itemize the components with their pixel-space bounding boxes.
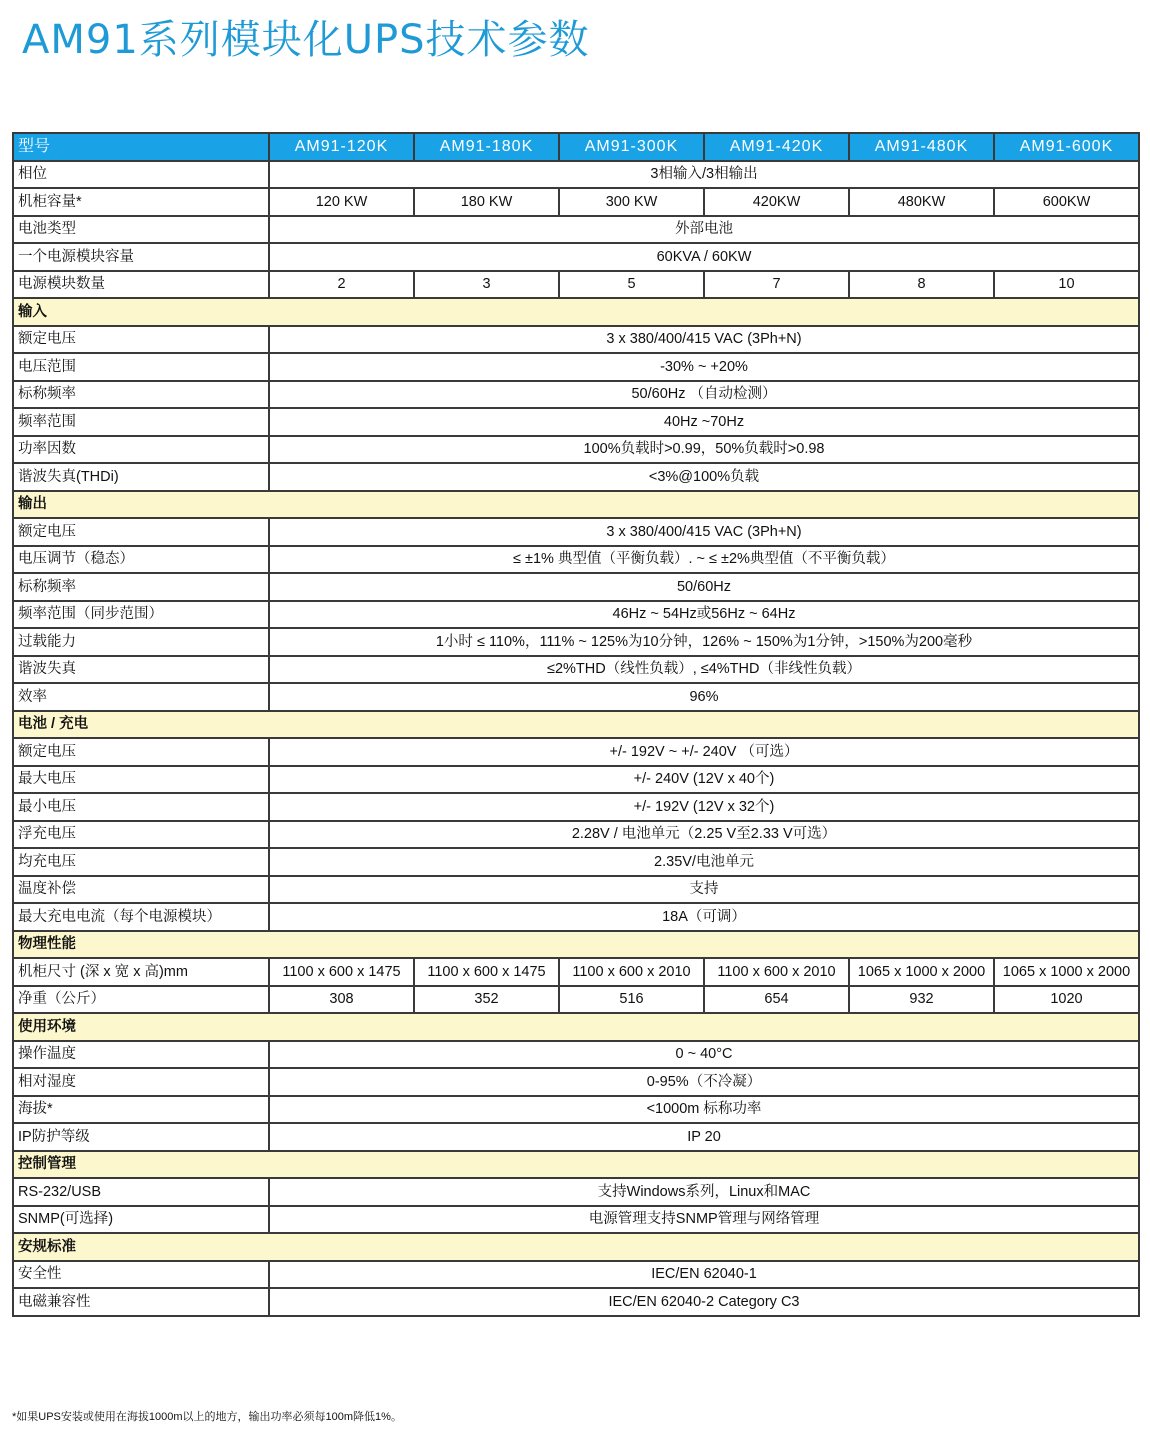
row-value: 1065 x 1000 x 2000 (849, 958, 994, 986)
row-value: 外部电池 (269, 216, 1139, 244)
section-title: 输出 (13, 491, 1139, 519)
row-value: ≤ ±1% 典型值（平衡负载）. ~ ≤ ±2%典型值（不平衡负载） (269, 546, 1139, 574)
row-value: 50/60Hz (269, 573, 1139, 601)
row-value: 3 (414, 271, 559, 299)
table-row (13, 1096, 1139, 1124)
row-label: 额定电压 (13, 326, 269, 354)
row-value: <1000m 标称功率 (269, 1096, 1139, 1124)
section-header-output (13, 491, 1139, 519)
row-label: 标称频率 (13, 573, 269, 601)
table-row (13, 1123, 1139, 1151)
table-row (13, 793, 1139, 821)
row-label: 标称频率 (13, 381, 269, 409)
section-title: 控制管理 (13, 1151, 1139, 1179)
row-value: 8 (849, 271, 994, 299)
table-row (13, 601, 1139, 629)
table-row (13, 518, 1139, 546)
table-row (13, 188, 1139, 216)
row-label: 电磁兼容性 (13, 1288, 269, 1316)
row-label: 谐波失真 (13, 656, 269, 684)
row-label: RS-232/USB (13, 1178, 269, 1206)
row-value: 3相输入/3相输出 (269, 161, 1139, 189)
section-title: 使用环境 (13, 1013, 1139, 1041)
row-value: 100%负载时>0.99，50%负载时>0.98 (269, 436, 1139, 464)
table-row (13, 848, 1139, 876)
row-value: ≤2%THD（线性负载）, ≤4%THD（非线性负载） (269, 656, 1139, 684)
row-value: 352 (414, 986, 559, 1014)
row-value: IP 20 (269, 1123, 1139, 1151)
table-row (13, 216, 1139, 244)
table-row (13, 738, 1139, 766)
row-label: SNMP(可选择) (13, 1206, 269, 1234)
table-row (13, 381, 1139, 409)
row-value: 3 x 380/400/415 VAC (3Ph+N) (269, 518, 1139, 546)
table-row (13, 1041, 1139, 1069)
table-row (13, 408, 1139, 436)
table-row (13, 436, 1139, 464)
row-label: 海拔* (13, 1096, 269, 1124)
row-value: 1065 x 1000 x 2000 (994, 958, 1139, 986)
row-label: 均充电压 (13, 848, 269, 876)
row-label: 相位 (13, 161, 269, 189)
row-value: 600KW (994, 188, 1139, 216)
row-label: 额定电压 (13, 738, 269, 766)
table-row (13, 463, 1139, 491)
row-value: 7 (704, 271, 849, 299)
row-label: 谐波失真(THDi) (13, 463, 269, 491)
table-row (13, 573, 1139, 601)
row-value: +/- 192V (12V x 32个) (269, 793, 1139, 821)
section-header-environment (13, 1013, 1139, 1041)
row-value: 516 (559, 986, 704, 1014)
section-header-battery (13, 711, 1139, 739)
row-value: 1020 (994, 986, 1139, 1014)
row-value: 300 KW (559, 188, 704, 216)
row-value: 120 KW (269, 188, 414, 216)
table-row (13, 1288, 1139, 1316)
table-row (13, 326, 1139, 354)
table-row (13, 958, 1139, 986)
model-header: AM91-300K (559, 133, 704, 161)
table-row (13, 243, 1139, 271)
table-row (13, 161, 1139, 189)
row-value: 50/60Hz （自动检测） (269, 381, 1139, 409)
model-header: AM91-480K (849, 133, 994, 161)
row-label: 最大电压 (13, 766, 269, 794)
section-header-input (13, 298, 1139, 326)
row-label: 频率范围 (13, 408, 269, 436)
row-value: 96% (269, 683, 1139, 711)
table-row (13, 1206, 1139, 1234)
footnote: *如果UPS安装或使用在海拔1000m以上的地方，输出功率必须每100m降低1%。 (12, 1411, 402, 1423)
row-label: 温度补偿 (13, 876, 269, 904)
row-label: 一个电源模块容量 (13, 243, 269, 271)
section-header-control (13, 1151, 1139, 1179)
row-label: 额定电压 (13, 518, 269, 546)
header-label: 型号 (13, 133, 269, 161)
table-row (13, 876, 1139, 904)
row-value: 0-95%（不冷凝） (269, 1068, 1139, 1096)
row-label: 电压范围 (13, 353, 269, 381)
table-row (13, 1261, 1139, 1289)
row-value: 180 KW (414, 188, 559, 216)
row-label: 电源模块数量 (13, 271, 269, 299)
row-label: 过载能力 (13, 628, 269, 656)
row-label: 电压调节（稳态） (13, 546, 269, 574)
row-label: 最小电压 (13, 793, 269, 821)
row-value: 支持 (269, 876, 1139, 904)
row-value: 10 (994, 271, 1139, 299)
row-label: 电池类型 (13, 216, 269, 244)
row-value: 308 (269, 986, 414, 1014)
row-value: 2.35V/电池单元 (269, 848, 1139, 876)
table-row (13, 271, 1139, 299)
row-label: 安全性 (13, 1261, 269, 1289)
table-row (13, 903, 1139, 931)
row-value: 18A（可调） (269, 903, 1139, 931)
row-label: 功率因数 (13, 436, 269, 464)
row-value: +/- 240V (12V x 40个) (269, 766, 1139, 794)
row-value: -30% ~ +20% (269, 353, 1139, 381)
row-value: 932 (849, 986, 994, 1014)
table-row (13, 353, 1139, 381)
table-row (13, 1178, 1139, 1206)
table-row (13, 546, 1139, 574)
row-value: 2 (269, 271, 414, 299)
section-title: 物理性能 (13, 931, 1139, 959)
spec-table (12, 132, 1140, 1317)
row-label: 操作温度 (13, 1041, 269, 1069)
row-value: IEC/EN 62040-2 Category C3 (269, 1288, 1139, 1316)
section-title: 电池 / 充电 (13, 711, 1139, 739)
row-value: 电源管理支持SNMP管理与网络管理 (269, 1206, 1139, 1234)
row-value: 46Hz ~ 54Hz或56Hz ~ 64Hz (269, 601, 1139, 629)
model-header: AM91-180K (414, 133, 559, 161)
row-label: 频率范围（同步范围） (13, 601, 269, 629)
table-row (13, 986, 1139, 1014)
row-value: 1100 x 600 x 1475 (414, 958, 559, 986)
row-label: 机柜容量* (13, 188, 269, 216)
row-value: 420KW (704, 188, 849, 216)
row-value: 2.28V / 电池单元（2.25 V至2.33 V可选） (269, 821, 1139, 849)
row-value: 1小时 ≤ 110%，111% ~ 125%为10分钟，126% ~ 150%为1分钟，>150%为200毫秒 (269, 628, 1139, 656)
row-label: 机柜尺寸 (深 x 宽 x 高)mm (13, 958, 269, 986)
table-header-row (13, 133, 1139, 161)
row-label: 净重（公斤） (13, 986, 269, 1014)
row-value: 1100 x 600 x 1475 (269, 958, 414, 986)
row-value: 40Hz ~70Hz (269, 408, 1139, 436)
row-value: IEC/EN 62040-1 (269, 1261, 1139, 1289)
row-value: 支持Windows系列，Linux和MAC (269, 1178, 1139, 1206)
row-value: 480KW (849, 188, 994, 216)
model-header: AM91-120K (269, 133, 414, 161)
table-row (13, 821, 1139, 849)
section-header-physical (13, 931, 1139, 959)
row-label: IP防护等级 (13, 1123, 269, 1151)
page-title: AM91系列模块化UPS技术参数 (22, 17, 590, 63)
table-row (13, 628, 1139, 656)
table-row (13, 766, 1139, 794)
section-header-standards (13, 1233, 1139, 1261)
section-title: 输入 (13, 298, 1139, 326)
row-value: 654 (704, 986, 849, 1014)
table-row (13, 1068, 1139, 1096)
section-title: 安规标准 (13, 1233, 1139, 1261)
row-label: 相对湿度 (13, 1068, 269, 1096)
model-header: AM91-420K (704, 133, 849, 161)
table-row (13, 683, 1139, 711)
row-value: 3 x 380/400/415 VAC (3Ph+N) (269, 326, 1139, 354)
row-value: 0 ~ 40°C (269, 1041, 1139, 1069)
row-label: 浮充电压 (13, 821, 269, 849)
row-value: 60KVA / 60KW (269, 243, 1139, 271)
row-label: 最大充电电流（每个电源模块） (13, 903, 269, 931)
row-label: 效率 (13, 683, 269, 711)
row-value: 1100 x 600 x 2010 (704, 958, 849, 986)
model-header: AM91-600K (994, 133, 1139, 161)
row-value: 5 (559, 271, 704, 299)
row-value: <3%@100%负载 (269, 463, 1139, 491)
row-value: +/- 192V ~ +/- 240V （可选） (269, 738, 1139, 766)
row-value: 1100 x 600 x 2010 (559, 958, 704, 986)
table-row (13, 656, 1139, 684)
